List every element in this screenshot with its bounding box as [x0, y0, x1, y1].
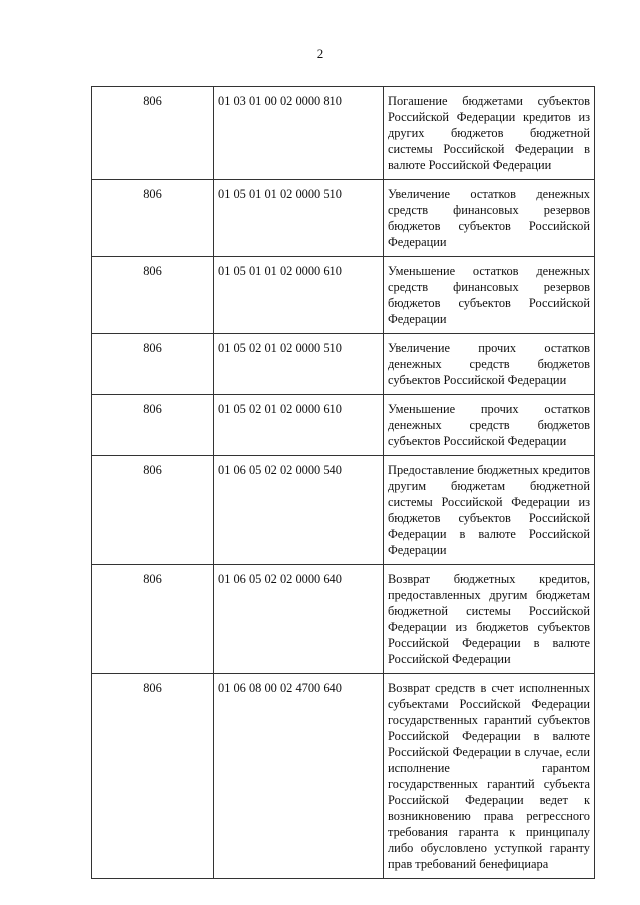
budget-codes-table [91, 86, 595, 879]
classification-code-cell: 01 05 01 01 02 0000 610 [214, 257, 384, 334]
description-cell: Увеличение остатков денежных средств финансовых резервов бюджетов субъектов Российской Федерации [384, 180, 595, 257]
classification-code-cell: 01 05 01 01 02 0000 510 [214, 180, 384, 257]
description-cell: Уменьшение остатков денежных средств финансовых резервов бюджетов субъектов Российской Федерации [384, 257, 595, 334]
classification-code-cell: 01 03 01 00 02 0000 810 [214, 87, 384, 180]
admin-code-cell: 806 [92, 87, 214, 180]
admin-code-cell: 806 [92, 395, 214, 456]
table-row [92, 87, 595, 180]
description-cell: Уменьшение прочих остатков денежных средств бюджетов субъектов Российской Федерации [384, 395, 595, 456]
admin-code-cell: 806 [92, 674, 214, 879]
admin-code-cell: 806 [92, 565, 214, 674]
classification-code-cell: 01 06 05 02 02 0000 640 [214, 565, 384, 674]
admin-code-cell: 806 [92, 180, 214, 257]
admin-code-cell: 806 [92, 334, 214, 395]
classification-code-cell: 01 05 02 01 02 0000 510 [214, 334, 384, 395]
description-cell: Возврат бюджетных кредитов, предоставленных другим бюджетам бюджетной системы Российской Федерации из бюджетов субъектов Российской Федерации в валюте Российской Федерации [384, 565, 595, 674]
page-number: 2 [316, 46, 324, 61]
admin-code-cell: 806 [92, 257, 214, 334]
classification-code-cell: 01 05 02 01 02 0000 610 [214, 395, 384, 456]
admin-code-cell: 806 [92, 456, 214, 565]
classification-code-cell: 01 06 05 02 02 0000 540 [214, 456, 384, 565]
table-row [92, 456, 595, 565]
table-row [92, 257, 595, 334]
description-cell: Возврат средств в счет исполненных субъектами Российской Федерации государственных гарантий субъектов Российской Федерации в валюте Российской Федерации в случае, если исполнение гарантом государственных гарантий субъекта Российской Федерации ведет к возникновению права регрессного требования гаранта к принципалу либо обусловлено уступкой гаранту прав требований бенефициара [384, 674, 595, 879]
table-row [92, 334, 595, 395]
table-row [92, 395, 595, 456]
description-cell: Увеличение прочих остатков денежных средств бюджетов субъектов Российской Федерации [384, 334, 595, 395]
table-row [92, 565, 595, 674]
description-cell: Предоставление бюджетных кредитов другим бюджетам бюджетной системы Российской Федерации из бюджетов субъектов Российской Федерации в валюте Российской Федерации [384, 456, 595, 565]
table-row [92, 674, 595, 879]
description-cell: Погашение бюджетами субъектов Российской Федерации кредитов из других бюджетов бюджетной системы Российской Федерации в валюте Российской Федерации [384, 87, 595, 180]
table-row [92, 180, 595, 257]
classification-code-cell: 01 06 08 00 02 4700 640 [214, 674, 384, 879]
